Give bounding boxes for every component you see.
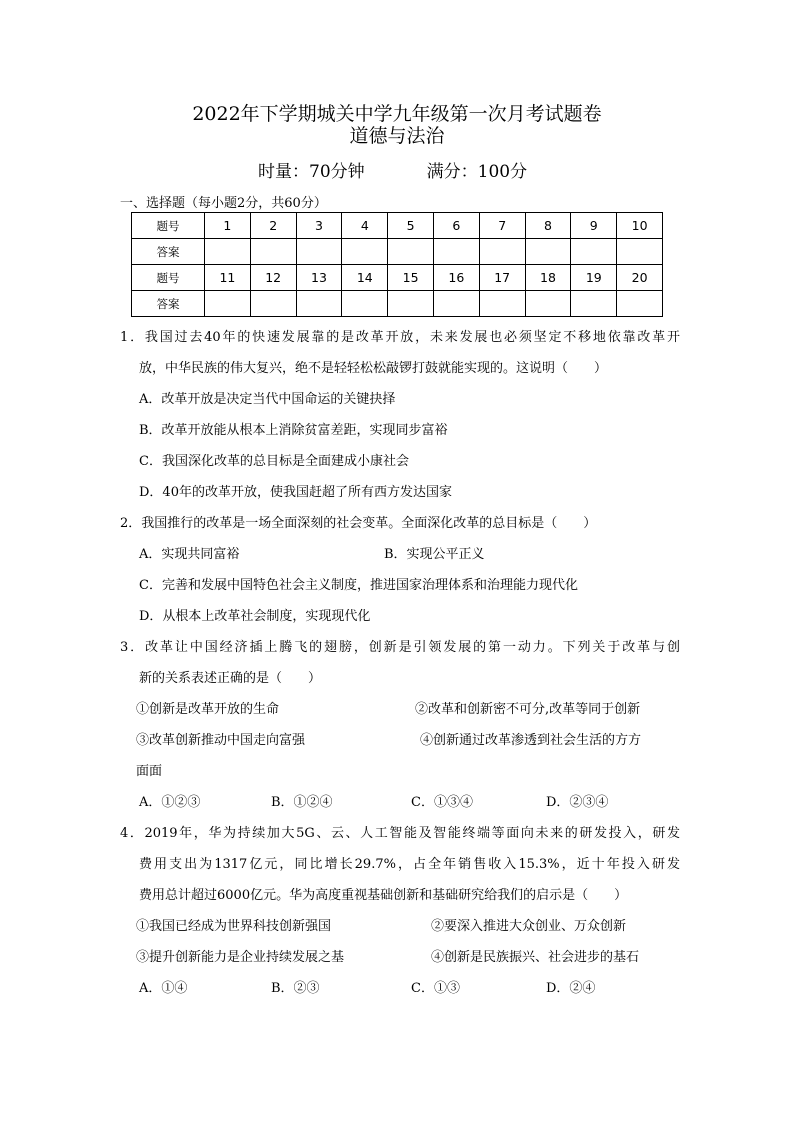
cell-number: 11	[205, 265, 251, 291]
answer-cell[interactable]	[433, 291, 479, 317]
option-d[interactable]: D．从根本上改革社会制度，实现现代化	[139, 609, 371, 624]
cell-number: 6	[433, 213, 479, 239]
statement-4-continued: 面面	[136, 764, 163, 779]
answer-cell[interactable]	[525, 239, 571, 265]
answer-cell[interactable]	[342, 239, 388, 265]
question-stem: 放，中华民族的伟大复兴，绝不是轻轻松松敲锣打鼓就能实现的。这说明（ ）	[139, 361, 608, 376]
statement-3: ③改革创新推动中国走向富强	[136, 733, 306, 748]
answer-cell[interactable]	[250, 239, 296, 265]
label-answer: 答案	[132, 291, 205, 317]
option-d[interactable]: D．②③④	[546, 795, 609, 810]
cell-number: 1	[205, 213, 251, 239]
time-limit: 时量：70分钟	[258, 162, 365, 182]
subject-title: 道德与法治	[349, 125, 445, 147]
question-stem: 费用总计超过6000亿元。华为高度重视基础创新和基础研究给我们的启示是（ ）	[139, 888, 628, 903]
option-a[interactable]: A．实现共同富裕	[139, 547, 240, 562]
table-row-answers-2	[132, 291, 663, 317]
question-stem: 新的关系表述正确的是（ ）	[139, 671, 322, 686]
option-c[interactable]: C．①③④	[411, 795, 473, 810]
cell-number: 19	[571, 265, 617, 291]
option-a[interactable]: A．改革开放是决定当代中国命运的关键抉择	[139, 392, 396, 407]
cell-number: 4	[342, 213, 388, 239]
answer-cell[interactable]	[525, 291, 571, 317]
table-row-numbers-2	[132, 265, 663, 291]
answer-cell[interactable]	[205, 291, 251, 317]
cell-number: 17	[479, 265, 525, 291]
option-b[interactable]: B．②③	[271, 981, 320, 996]
option-b[interactable]: B．①②④	[271, 795, 333, 810]
cell-number: 20	[617, 265, 663, 291]
cell-number: 10	[617, 213, 663, 239]
answer-cell[interactable]	[205, 239, 251, 265]
answer-cell[interactable]	[433, 239, 479, 265]
exam-title: 2022年下学期城关中学九年级第一次月考试题卷	[192, 103, 602, 125]
answer-cell[interactable]	[571, 239, 617, 265]
statement-1: ①我国已经成为世界科技创新强国	[136, 919, 332, 934]
statement-1: ①创新是改革开放的生命	[136, 702, 280, 717]
option-d[interactable]: D．②④	[546, 981, 596, 996]
answer-cell[interactable]	[479, 239, 525, 265]
section-title: 一、选择题（每小题2分，共60分）	[120, 196, 327, 211]
answer-cell[interactable]	[296, 239, 342, 265]
answer-cell[interactable]	[479, 291, 525, 317]
answer-cell[interactable]	[250, 291, 296, 317]
statement-4: ④创新通过改革渗透到社会生活的方方	[420, 733, 642, 748]
answer-cell[interactable]	[296, 291, 342, 317]
cell-number: 9	[571, 213, 617, 239]
cell-number: 15	[388, 265, 434, 291]
option-c[interactable]: C．①③	[411, 981, 460, 996]
question-1	[120, 322, 680, 508]
exam-meta	[258, 157, 527, 182]
option-b[interactable]: B．实现公平正义	[384, 547, 485, 562]
label-number: 题号	[132, 213, 205, 239]
answer-cell[interactable]	[571, 291, 617, 317]
table-row-answers-1	[132, 239, 663, 265]
cell-number: 18	[525, 265, 571, 291]
statement-2: ②改革和创新密不可分,改革等同于创新	[415, 702, 641, 717]
answer-cell[interactable]	[617, 239, 663, 265]
cell-number: 13	[296, 265, 342, 291]
option-d[interactable]: D．40年的改革开放，使我国赶超了所有西方发达国家	[139, 485, 452, 500]
label-number: 题号	[132, 265, 205, 291]
label-answer: 答案	[132, 239, 205, 265]
question-3	[120, 632, 680, 818]
option-c[interactable]: C．我国深化改革的总目标是全面建成小康社会	[139, 454, 409, 469]
question-stem: 1．我国过去40年的快速发展靠的是改革开放，未来发展也必须坚定不移地依靠改革开	[120, 330, 680, 345]
question-4	[120, 818, 680, 1004]
option-a[interactable]: A．①④	[139, 981, 188, 996]
option-c[interactable]: C．完善和发展中国特色社会主义制度，推进国家治理体系和治理能力现代化	[139, 578, 578, 593]
full-score: 满分：100分	[426, 162, 528, 182]
cell-number: 8	[525, 213, 571, 239]
question-stem: 3．改革让中国经济插上腾飞的翅膀，创新是引领发展的第一动力。下列关于改革与创	[120, 640, 680, 655]
option-b[interactable]: B．改革开放能从根本上消除贫富差距，实现同步富裕	[139, 423, 448, 438]
cell-number: 2	[250, 213, 296, 239]
answer-table	[131, 212, 663, 317]
question-stem: 费用支出为1317亿元，同比增长29.7%，占全年销售收入15.3%，近十年投入研发	[139, 857, 680, 872]
answer-cell[interactable]	[388, 291, 434, 317]
cell-number: 12	[250, 265, 296, 291]
option-a[interactable]: A．①②③	[139, 795, 201, 810]
answer-cell[interactable]	[388, 239, 434, 265]
question-stem: 2．我国推行的改革是一场全面深刻的社会变革。全面深化改革的总目标是（ ）	[120, 516, 597, 531]
answer-cell[interactable]	[617, 291, 663, 317]
question-2	[120, 508, 680, 632]
statement-2: ②要深入推进大众创业、万众创新	[431, 919, 627, 934]
table-row-numbers-1	[132, 213, 663, 239]
cell-number: 14	[342, 265, 388, 291]
question-stem: 4．2019年，华为持续加大5G、云、人工智能及智能终端等面向未来的研发投入，研发	[120, 826, 680, 841]
statement-3: ③提升创新能力是企业持续发展之基	[136, 950, 345, 965]
answer-cell[interactable]	[342, 291, 388, 317]
cell-number: 5	[388, 213, 434, 239]
cell-number: 3	[296, 213, 342, 239]
cell-number: 7	[479, 213, 525, 239]
statement-4: ④创新是民族振兴、社会进步的基石	[431, 950, 640, 965]
cell-number: 16	[433, 265, 479, 291]
